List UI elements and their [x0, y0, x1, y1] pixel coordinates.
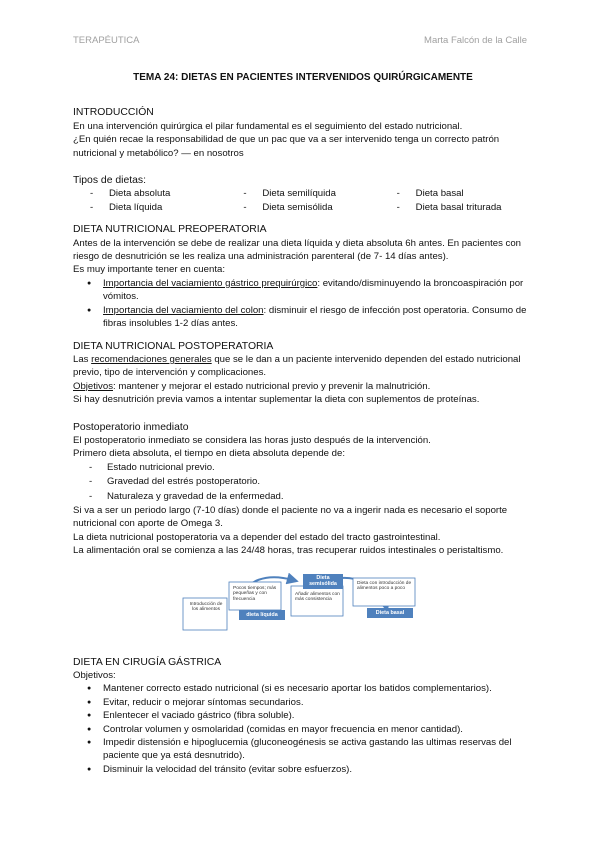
list-item: - Naturaleza y gravedad de la enfermedad.	[73, 490, 533, 503]
gastric-list	[73, 682, 533, 776]
intro-line-2: ¿En quién recae la responsabilidad de que un pac que va a ser intervenido tenga un correcto patrón nutricional y metabólico? — en nosotros	[73, 134, 500, 159]
diet-type-item: - Dieta basal	[380, 187, 533, 200]
list-item: ● Mantener correcto estado nutricional (si es necesario aportar los batidos complementarios).	[73, 682, 533, 695]
preop-heading: DIETA NUTRICIONAL PREOPERATORIA	[73, 224, 267, 236]
diagram-basal-note: Dieta con introducción de alimentos poco a poco	[357, 580, 412, 592]
header-course: TERAPÉUTICA	[73, 35, 140, 46]
preop-text-2: Es muy importante tener en cuenta:	[73, 264, 225, 276]
list-item: ● Controlar volumen y osmolaridad (comidas en mayor frecuencia en menor cantidad).	[73, 723, 533, 736]
header-author: Marta Falcón de la Calle	[424, 35, 527, 46]
immediate-heading: Postoperatorio inmediato	[73, 421, 189, 433]
postop-line-3: Si hay desnutrición previa vamos a intentar suplementar la dieta con suplementos de proteínas.	[73, 394, 480, 406]
document-body	[73, 71, 533, 776]
diagram-basal-box: Dieta basal	[367, 608, 413, 618]
diet-type-item: - Dieta basal triturada	[380, 201, 533, 214]
diet-types-heading: Tipos de dietas:	[73, 175, 146, 187]
diet-type-item: - Dieta líquida	[73, 201, 226, 214]
postop-heading: DIETA NUTRICIONAL POSTOPERATORIA	[73, 340, 274, 352]
immediate-line-3: Si va a ser un periodo largo (7-10 días) donde el paciente no va a ingerir nada es necesario el soporte nutricional con aporte de Omega 3.	[73, 504, 508, 530]
list-item: ● Impedir distensión e hipoglucemia (gluconeogénesis se activa gastando las ultimas reservas del paciente que ya está desnutrido).	[73, 736, 533, 763]
postop-line-1: Las recomendaciones generales que se le dan a un paciente intervenido dependen del estado nutricional previo, tipo de intervención y complicaciones.	[73, 353, 521, 379]
diet-type-item: - Dieta absoluta	[73, 187, 226, 200]
immediate-line-5: La alimentación oral se comienza a las 24/48 horas, tras recuperar ruidos intestinales o peristaltismo.	[73, 545, 504, 557]
diagram-liquida-box: dieta líquida	[239, 610, 285, 620]
diagram-liquida-note: Pocos tiempos; más pequeñas y con frecuencia	[233, 585, 277, 602]
diet-type-item: - Dieta semisólida	[226, 201, 379, 214]
list-item: ● Importancia del vaciamiento gástrico prequirúrgico: evitando/disminuyendo la broncoaspiración por vómitos.	[73, 277, 533, 304]
list-item: ● Enlentecer el vaciado gástrico (fibra soluble).	[73, 709, 533, 722]
diet-types-list	[73, 187, 533, 214]
preop-text: Antes de la intervención se debe de realizar una dieta líquida y dieta absoluta 6h antes. En pacientes con riesgo de desnutrición se les realiza una administración parenteral (de 7- 14 días antes).	[73, 237, 522, 263]
immediate-list	[73, 461, 533, 503]
immediate-line-1: El postoperatorio inmediato se considera las horas justo después de la intervención.	[73, 434, 431, 446]
diet-progression-diagram	[181, 568, 427, 648]
list-item: - Estado nutricional previo.	[73, 461, 533, 474]
postop-line-2: Objetivos: mantener y mejorar el estado nutricional previo y prevenir la malnutrición.	[73, 380, 431, 392]
immediate-line-2: Primero dieta absoluta, el tiempo en dieta absoluta depende de:	[73, 448, 346, 460]
diet-type-item: - Dieta semilíquida	[226, 187, 379, 200]
diagram-semisolida-box: Dieta semisólida	[303, 574, 343, 589]
intro-heading: INTRODUCCIÓN	[73, 107, 154, 119]
diagram-intro-label: Introducción de los alimentos	[189, 601, 223, 613]
gastric-heading: DIETA EN CIRUGÍA GÁSTRICA	[73, 656, 222, 668]
gastric-subheading: Objetivos:	[73, 670, 116, 681]
page-title: TEMA 24: DIETAS EN PACIENTES INTERVENIDOS QUIRÚRGICAMENTE	[133, 72, 473, 83]
diagram-semisolida-note: Añadir alimentos con más consistencia	[295, 591, 340, 603]
list-item: ● Disminuir la velocidad del tránsito (evitar sobre esfuerzos).	[73, 763, 533, 776]
list-item: ● Evitar, reducir o mejorar síntomas secundarios.	[73, 696, 533, 709]
list-item: - Gravedad del estrés postoperatorio.	[73, 475, 533, 488]
preop-list	[73, 277, 533, 331]
list-item: ● Importancia del vaciamiento del colon: disminuir el riesgo de infección post operatoria. Consumo de fibras insolubles 1-2 días antes.	[73, 304, 533, 331]
immediate-line-4: La dieta nutricional postoperatoria va a depender del estado del tracto gastrointestinal.	[73, 531, 441, 543]
intro-line-1: En una intervención quirúrgica el pilar fundamental es el seguimiento del estado nutricional.	[73, 120, 463, 132]
